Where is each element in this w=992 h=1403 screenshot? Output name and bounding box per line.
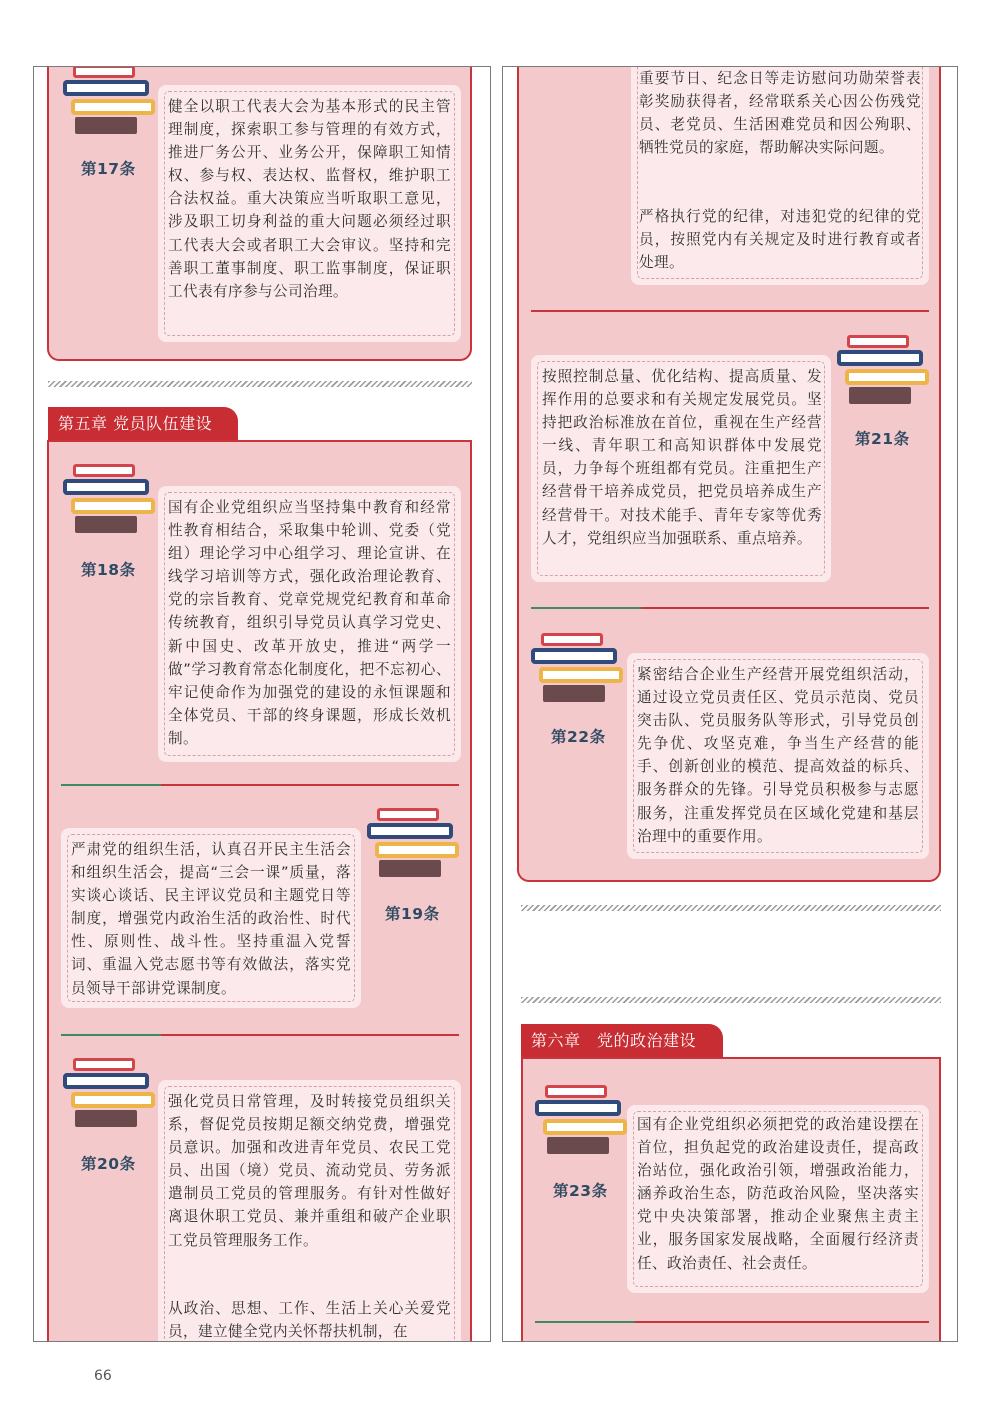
article-23-text: 国有企业党组织必须把党的政治建设摆在首位，担负起党的政治建设责任，提高政治站位，强化政治引领，增强政治能力，涵养政治生态，防范政治风险，坚决落实党中央决策部署，推动企业聚焦主责主业，服务国家发展战略，全面履行经济责任、政治责任、社会责任。 <box>637 1116 919 1272</box>
chapter-6-panel <box>521 1057 941 1342</box>
article-20-discipline-text: 严格执行党的纪律，对违犯党的纪律的党员，按照党内有关规定及时进行教育或者处理。 <box>639 208 921 272</box>
article-21-text: 按照控制总量、优化结构、提高质量、发挥作用的总要求和有关规定发展党员。坚持把政治标准放在首位，重视在生产经营一线、青年职工和高知识群体中发展党员，力争每个班组都有党员。注重把生产经营骨干培养成党员，把党员培养成生产经营骨干。对技术能手、青年专家等优秀人才，党组织应当加强联系、重点培养。 <box>542 368 822 547</box>
books-stack-icon <box>531 633 627 705</box>
article-17-text: 健全以职工代表大会为基本形式的民主管理制度，探索职工参与管理的有效方式，推进厂务公开、业务公开，保障职工知情权、参与权、表达权、监督权，维护职工合法权益。重大决策应当听取职工意见，涉及职工切身利益的重大问题必须经过职工代表大会或者职工大会审议。坚持和完善职工董事制度、职工监事制度，保证职工代表有序参与公司治理。 <box>168 98 451 300</box>
chapter-5-continued-panel <box>517 66 941 882</box>
books-stack-icon <box>535 1085 631 1157</box>
article-20-continued-text: 重要节日、纪念日等走访慰问功勋荣誉表彰奖励获得者，经常联系关心因公伤残党员、老党员、生活困难党员和因公殉职、牺牲党员的家庭，帮助解决实际问题。 <box>639 70 921 157</box>
article-20-card <box>158 1080 461 1342</box>
article-21-card <box>531 355 831 582</box>
chapter-5-panel <box>47 440 472 1342</box>
left-column <box>33 66 491 1342</box>
article-20-text: 强化党员日常管理，及时转接党员组织关系，督促党员按期足额交纳党费，增强党员意识。加强和改进青年党员、农民工党员、出国（境）党员、流动党员、劳务派遣制员工党员的管理服务。有针对性做好离退休职工党员、兼并重组和破产企业职工党员管理服务工作。 <box>168 1093 451 1249</box>
article-divider <box>61 1034 459 1036</box>
books-stack-icon <box>63 1058 159 1130</box>
article-22-text: 紧密结合企业生产经营开展党组织活动，通过设立党员责任区、党员示范岗、党员突击队、党员服务队等形式，引导党员创先争优、攻坚克难，争当生产经营的能手、创新创业的模范、提高效益的标兵、服务群众的先锋。引导党员积极参与志愿服务，注重发挥党员在区域化党建和基层治理中的重要作用。 <box>637 666 919 845</box>
article-17-panel <box>47 66 472 361</box>
article-23-card <box>627 1105 929 1293</box>
section-separator <box>48 381 472 387</box>
books-stack-icon <box>63 66 159 137</box>
article-21-label: 第21条 <box>855 430 910 448</box>
article-17-card <box>158 85 461 342</box>
article-18-text: 国有企业党组织应当坚持集中教育和经常性教育相结合，采取集中轮训、党委（党组）理论学习中心组学习、理论宣讲、在线学习培训等方式，强化政治理论教育、党的宗旨教育、党章党规党纪教育和革命传统教育，组织引导党员认真学习党史、新中国史、改革开放史，推进“两学一做”学习教育常态化制度化，把不忘初心、牢记使命作为加强党的建设的永恒课题和全体党员、干部的终身课题，形成长效机制。 <box>168 499 451 747</box>
article-divider <box>61 784 459 786</box>
books-stack-icon <box>837 335 933 407</box>
article-19-card <box>61 828 361 1008</box>
section-separator <box>521 997 941 1003</box>
article-23-label: 第23条 <box>553 1182 608 1200</box>
chapter-5-title: 第五章 党员队伍建设 <box>48 407 238 441</box>
article-19-label: 第19条 <box>385 905 440 923</box>
article-20-text-continued: 从政治、思想、工作、生活上关心关爱党员，建立健全党内关怀帮扶机制，在 <box>168 1300 451 1341</box>
books-stack-icon <box>367 808 463 880</box>
books-stack-icon <box>63 464 159 536</box>
page-number: 66 <box>94 1368 112 1384</box>
article-22-card <box>627 653 929 859</box>
article-22-label: 第22条 <box>551 728 606 746</box>
article-18-card <box>158 486 461 762</box>
article-divider <box>535 1321 929 1323</box>
chapter-6-title: 第六章 党的政治建设 <box>521 1024 723 1058</box>
article-19-text: 严肃党的组织生活，认真召开民主生活会和组织生活会，提高“三会一课”质量，落实谈心谈话、民主评议党员和主题党日等制度，增强党内政治生活的政治性、时代性、原则性、战斗性。坚持重温入党誓词、重温入党志愿书等有效做法，落实党员领导干部讲党课制度。 <box>71 841 351 997</box>
article-18-label: 第18条 <box>81 561 136 579</box>
article-divider <box>531 607 929 609</box>
article-20-label: 第20条 <box>81 1155 136 1173</box>
article-20-continued-card <box>631 66 929 285</box>
section-separator <box>521 905 941 911</box>
right-column <box>502 66 958 1342</box>
article-17-label: 第17条 <box>81 160 136 178</box>
article-divider <box>531 310 929 312</box>
